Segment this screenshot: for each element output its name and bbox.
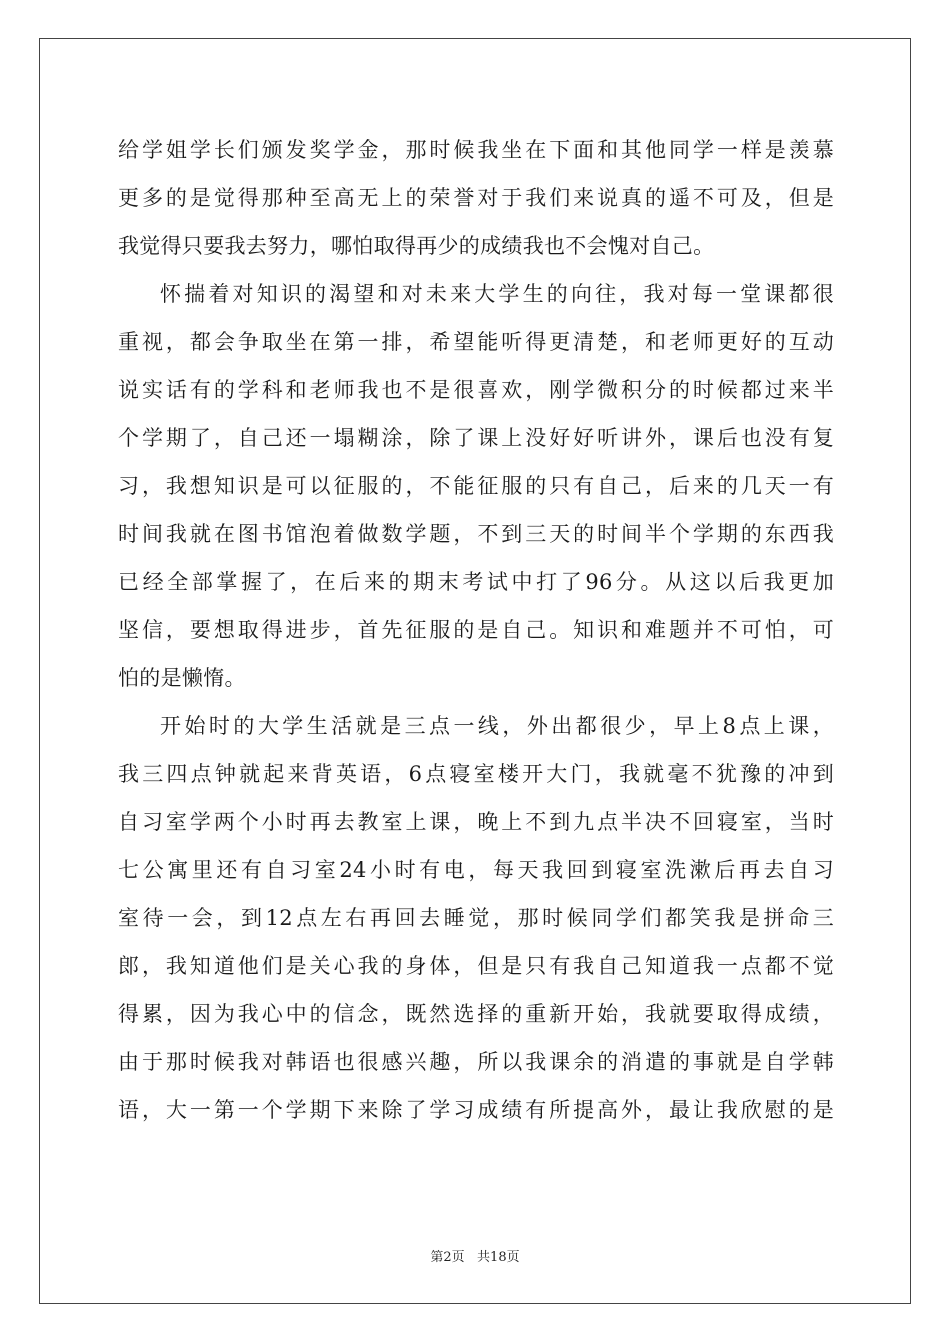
text-line: 室待一会，到12点左右再回去睡觉，那时候同学们都笑我是拼命三 (118, 906, 834, 930)
text-line: 开始时的大学生活就是三点一线，外出都很少，早上8点上课， (160, 714, 834, 738)
text-line: 语，大一第一个学期下来除了学习成绩有所提高外，最让我欣慰的是 (118, 1098, 834, 1122)
text-line: 个学期了，自己还一塌糊涂，除了课上没好好听讲外，课后也没有复 (118, 426, 834, 450)
paragraph (118, 126, 834, 270)
text-line: 我觉得只要我去努力，哪怕取得再少的成绩我也不会愧对自己。 (118, 234, 715, 258)
text-line: 怀揣着对知识的渴望和对未来大学生的向往，我对每一堂课都很 (160, 282, 834, 306)
text-line: 我三四点钟就起来背英语，6点寝室楼开大门，我就毫不犹豫的冲到 (118, 762, 834, 786)
text-line: 由于那时候我对韩语也很感兴趣，所以我课余的消遣的事就是自学韩 (118, 1050, 834, 1074)
text-line: 说实话有的学科和老师我也不是很喜欢，刚学微积分的时候都过来半 (118, 378, 834, 402)
text-line: 习，我想知识是可以征服的，不能征服的只有自己，后来的几天一有 (118, 474, 834, 498)
text-line: 郎，我知道他们是关心我的身体，但是只有我自己知道我一点都不觉 (118, 954, 834, 978)
text-line: 得累，因为我心中的信念，既然选择的重新开始，我就要取得成绩， (118, 1002, 834, 1026)
text-line: 自习室学两个小时再去教室上课，晚上不到九点半决不回寝室，当时 (118, 810, 834, 834)
text-line: 重视，都会争取坐在第一排，希望能听得更清楚，和老师更好的互动 (118, 330, 834, 354)
text-line: 七公寓里还有自习室24小时有电，每天我回到寝室洗漱后再去自习 (118, 858, 834, 882)
text-line: 更多的是觉得那种至高无上的荣誉对于我们来说真的遥不可及，但是 (118, 186, 834, 210)
text-line: 时间我就在图书馆泡着做数学题，不到三天的时间半个学期的东西我 (118, 522, 834, 546)
page-footer: 第2页 共18页 (430, 1250, 520, 1265)
text-line: 坚信，要想取得进步，首先征服的是自己。知识和难题并不可怕，可 (118, 618, 834, 642)
document-body (118, 126, 834, 1134)
text-line: 怕的是懒惰。 (118, 666, 246, 690)
text-line: 已经全部掌握了，在后来的期末考试中打了96分。从这以后我更加 (118, 570, 834, 594)
text-line: 给学姐学长们颁发奖学金，那时候我坐在下面和其他同学一样是羡慕 (118, 138, 834, 162)
paragraph (118, 702, 834, 1134)
paragraph (118, 270, 834, 702)
